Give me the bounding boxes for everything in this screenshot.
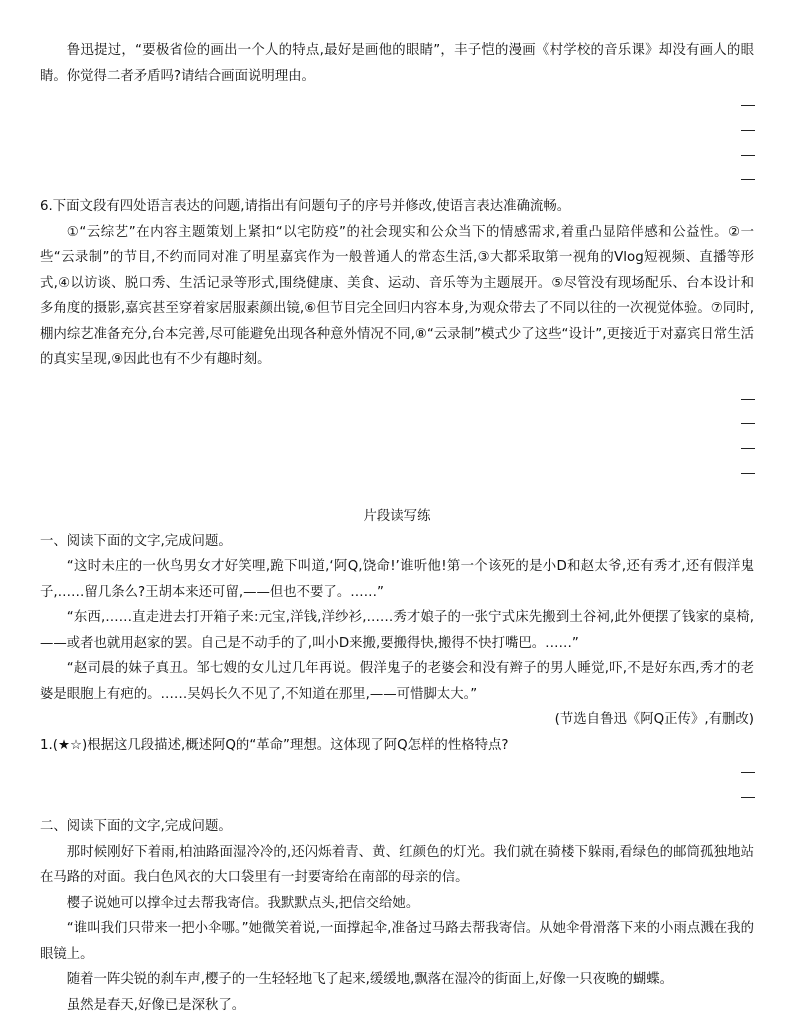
part-2-heading: 二、阅读下面的文字,完成问题。 xyxy=(40,819,232,834)
answer-line[interactable] xyxy=(40,760,754,785)
answer-line[interactable] xyxy=(40,387,754,412)
answer-line-mark xyxy=(741,155,755,156)
question-6-passage: ①“云综艺”在内容主题策划上紧扣“以宅防疫”的社会现实和公众当下的情感需求,着重凸显陪伴感和公益性。②一些“云录制”的节目,不约而同对准了明星嘉宾作为一般普通人的常态生活,③大都采取第一视角的Vlog短视频、直播等形式,④以访谈、脱口秀、生活记录等形式,围绕健康、美食、运动、音乐等为主题展开。⑤尽管没有现场配乐、台本设计和多角度的摄影,嘉宾甚至穿着家居服素颜出镜,⑥但节目完全回归内容本身,为观众带去了不同以往的一次视觉体验。⑦同时,棚内综艺准备充分,台本完善,尽可能避免出现各种意外情况不同,⑧“云录制”模式少了这些“设计”,更接近于对嘉宾日常生活的真实呈现,⑨因此也有不少有趣时刻。 xyxy=(40,224,754,367)
answer-line[interactable] xyxy=(40,461,754,486)
answer-line-mark xyxy=(741,448,755,449)
answer-lines-q6 xyxy=(40,373,754,504)
answer-lines-q5 xyxy=(40,89,754,194)
answer-line[interactable] xyxy=(40,118,754,143)
answer-line[interactable] xyxy=(40,436,754,461)
question-5-prompt: 鲁迅提过，“要极省俭的画出一个人的特点,最好是画他的眼睛”，丰子恺的漫画《村学校的音乐课》却没有画人的眼睛。你觉得二者矛盾吗?请结合画面说明理由。 xyxy=(40,43,754,84)
passage-paragraph: 那时候刚好下着雨,柏油路面湿冷冷的,还闪烁着青、黄、红颜色的灯光。我们就在骑楼下躲雨,看绿色的邮筒孤独地站在马路的对面。我白色风衣的大口袋里有一封要寄给在南部的母亲的信。 xyxy=(40,844,754,885)
question-6-title: 6.下面文段有四处语言表达的问题,请指出有问题句子的序号并修改,使语言表达准确流畅。 xyxy=(40,199,571,214)
answer-line[interactable] xyxy=(40,785,754,810)
part-1-heading: 一、阅读下面的文字,完成问题。 xyxy=(40,533,232,549)
answer-lines-part1 xyxy=(40,758,754,814)
passage-paragraph: 樱子说她可以撑伞过去帮我寄信。我默默点头,把信交给她。 xyxy=(66,895,420,911)
answer-line-mark xyxy=(741,130,755,131)
section-title: 片段读写练 xyxy=(363,508,431,524)
passage-paragraph: “东西,……直走进去打开箱子来:元宝,洋钱,洋纱衫,……秀才娘子的一张宁式床先搬到土谷祠,此外便摆了钱家的桌椅,——或者也就用赵家的罢。自己是不动手的了,叫小D来搬,要搬得快,搬得不快打嘴巴。……” xyxy=(40,610,754,651)
passage-paragraph: “赵司晨的妹子真丑。邹七嫂的女儿过几年再说。假洋鬼子的老婆会和没有辫子的男人睡觉,吓,不是好东西,秀才的老婆是眼胞上有疤的。……吴妈长久不见了,不知道在那里,——可惜脚太大。” xyxy=(40,661,754,702)
passage-paragraph: 虽然是春天,好像已是深秋了。 xyxy=(66,997,246,1013)
answer-line[interactable] xyxy=(40,93,754,118)
answer-line[interactable] xyxy=(40,411,754,436)
answer-line-mark xyxy=(741,772,755,773)
answer-line-mark xyxy=(741,473,755,474)
answer-line-mark xyxy=(741,423,755,424)
answer-line[interactable] xyxy=(40,167,754,192)
passage-paragraph: 随着一阵尖锐的刹车声,樱子的一生轻轻地飞了起来,缓缓地,飘落在湿冷的街面上,好像一只夜晚的蝴蝶。 xyxy=(66,972,674,987)
passage-source: (节选自鲁迅《阿Q正传》,有删改) xyxy=(554,712,754,727)
passage-paragraph: “这时未庄的一伙鸟男女才好笑哩,跪下叫道,‘阿Q,饶命!’谁听他!第一个该死的是小D和赵太爷,还有秀才,还有假洋鬼子,……留几条么?王胡本来还可留,——但也不要了。……” xyxy=(40,559,754,600)
passage-paragraph: “谁叫我们只带来一把小伞哪。”她微笑着说,一面撑起伞,准备过马路去帮我寄信。从她伞骨滑落下来的小雨点溅在我的眼镜上。 xyxy=(40,921,754,962)
part-1-question: 1.(★☆)根据这几段描述,概述阿Q的“革命”理想。这体现了阿Q怎样的性格特点? xyxy=(40,737,509,753)
answer-line[interactable] xyxy=(40,143,754,168)
answer-line-mark xyxy=(741,179,755,180)
answer-line-mark xyxy=(741,797,755,798)
answer-line-mark xyxy=(741,399,755,400)
document-page xyxy=(40,38,754,1018)
answer-line-mark xyxy=(741,105,755,106)
